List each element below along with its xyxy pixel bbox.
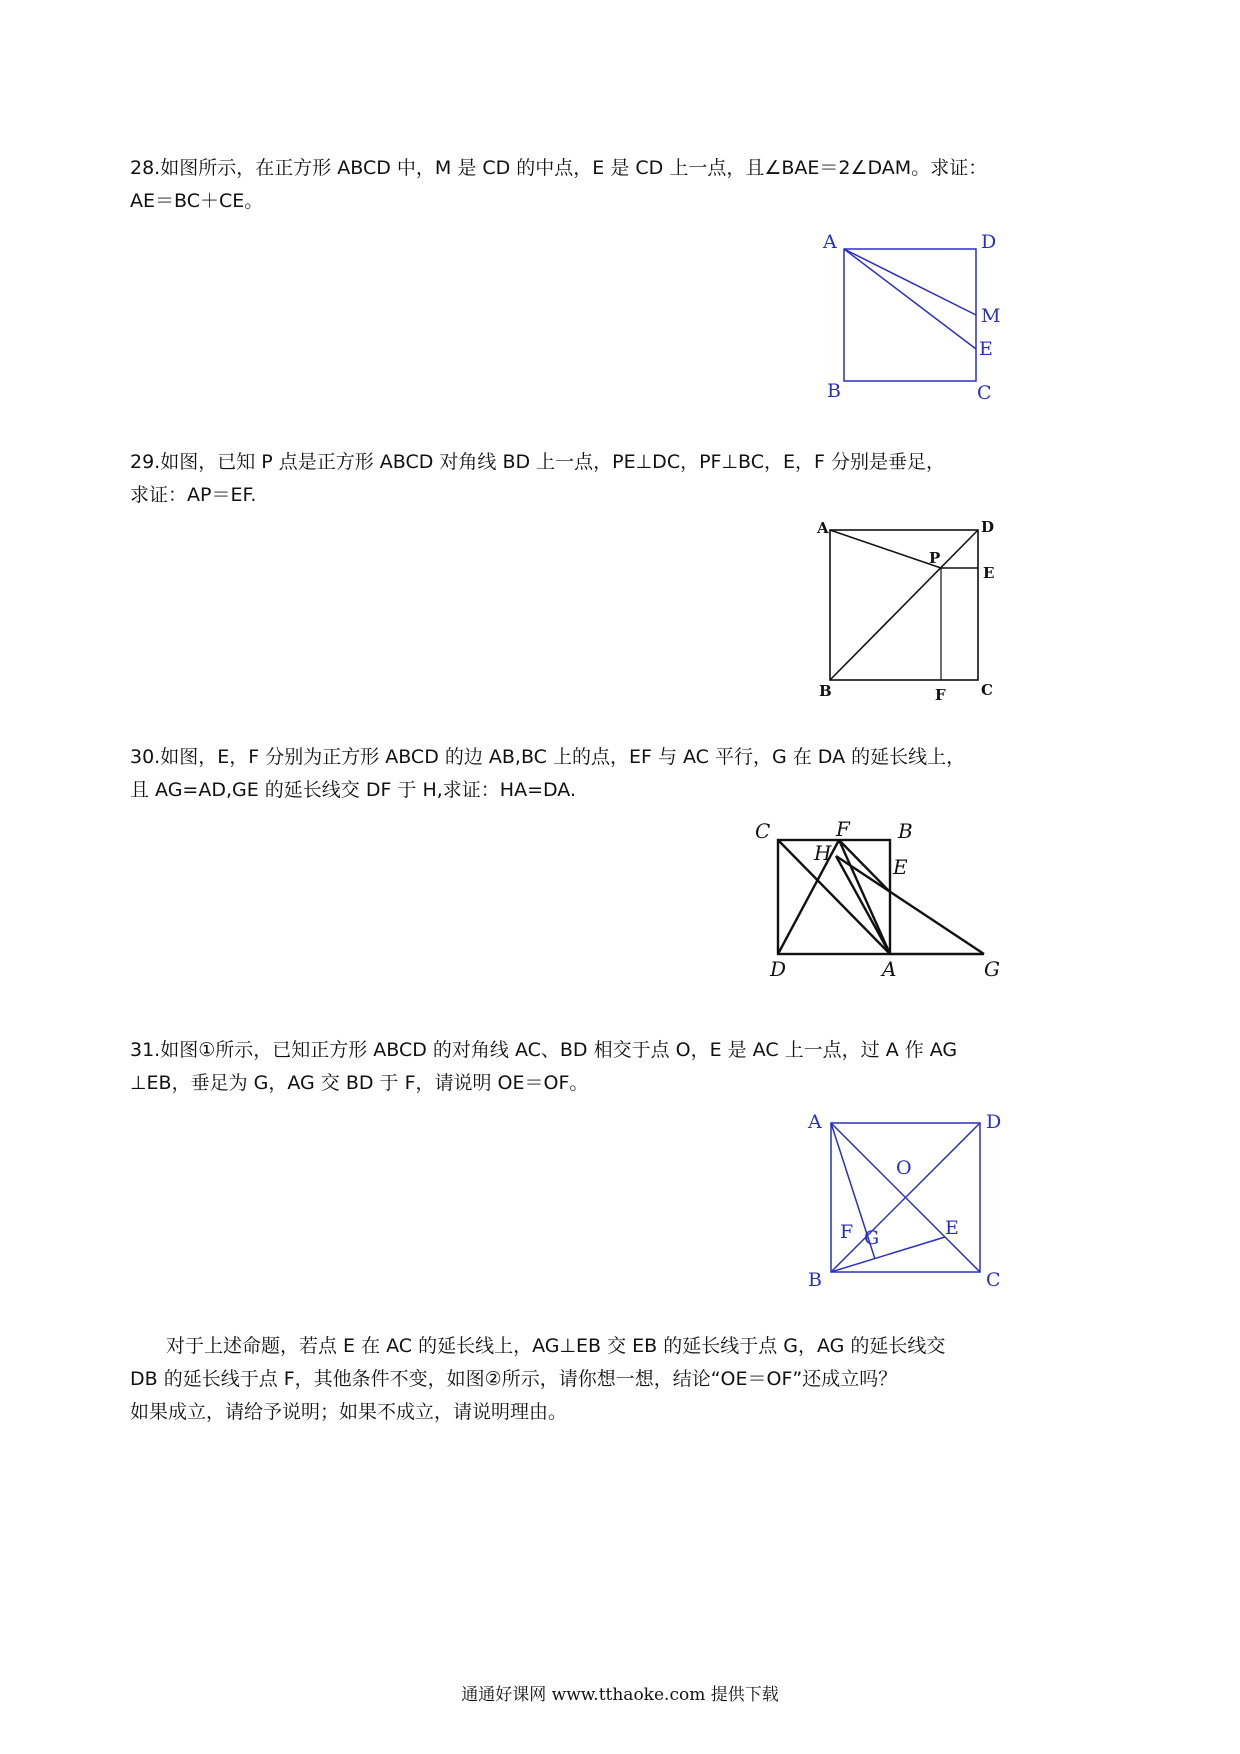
problem-28-line-2: AE＝BC＋CE。 bbox=[130, 190, 264, 212]
problem-30-line-2: 且 AG=AD,GE 的延长线交 DF 于 H,求证：HA=DA. bbox=[130, 779, 576, 801]
label-e: E bbox=[983, 564, 995, 582]
label-c: C bbox=[977, 382, 992, 404]
figure-30 bbox=[750, 812, 1010, 982]
label-a: A bbox=[823, 231, 837, 253]
label-b: B bbox=[827, 380, 841, 402]
problem-31-line-1: 31.如图①所示，已知正方形 ABCD 的对角线 AC、BD 相交于点 O，E 是 AC 上一点，过 A 作 AG bbox=[130, 1039, 958, 1061]
label-c: C bbox=[986, 1269, 1001, 1291]
label-c: C bbox=[755, 819, 771, 843]
label-a: A bbox=[882, 957, 897, 981]
label-b: B bbox=[819, 682, 832, 700]
label-m: M bbox=[981, 305, 1001, 327]
label-b: B bbox=[808, 1269, 822, 1291]
problem-29-line-2: 求证：AP＝EF. bbox=[130, 484, 257, 506]
label-o: O bbox=[896, 1157, 912, 1179]
label-e: E bbox=[945, 1217, 959, 1239]
label-a: A bbox=[808, 1111, 822, 1133]
segment-am bbox=[844, 249, 976, 315]
followup-text bbox=[130, 1330, 1010, 1429]
segment-ap bbox=[830, 530, 941, 568]
label-h: H bbox=[814, 841, 832, 865]
label-a: A bbox=[817, 519, 829, 537]
problem-28-line-1: 28.如图所示，在正方形 ABCD 中，M 是 CD 的中点，E 是 CD 上一点，且∠BAE＝2∠DAM。求证： bbox=[130, 157, 988, 179]
label-d: D bbox=[981, 518, 995, 536]
problem-31-text bbox=[130, 1034, 1010, 1100]
figure-29 bbox=[805, 518, 1005, 703]
problem-29-text bbox=[130, 446, 1010, 512]
followup-line-1: 对于上述命题，若点 E 在 AC 的延长线上，AG⊥EB 交 EB 的延长线于点 G，AG 的延长线交 bbox=[166, 1335, 946, 1357]
problem-31-line-2: ⊥EB，垂足为 G，AG 交 BD 于 F，请说明 OE＝OF。 bbox=[130, 1072, 589, 1094]
label-d: D bbox=[981, 231, 997, 253]
segment-ha bbox=[836, 856, 890, 954]
problem-30-text bbox=[130, 741, 1010, 807]
label-e: E bbox=[893, 855, 908, 879]
label-g: G bbox=[984, 957, 1000, 981]
label-g: G bbox=[864, 1227, 880, 1249]
segment-gh bbox=[836, 856, 984, 954]
label-d: D bbox=[770, 957, 787, 981]
figure-31 bbox=[800, 1110, 1010, 1290]
problem-29-line-1: 29.如图，已知 P 点是正方形 ABCD 对角线 BD 上一点，PE⊥DC，PF⊥BC，E，F 分别是垂足， bbox=[130, 451, 945, 473]
figure-28 bbox=[815, 225, 1005, 404]
followup-line-3: 如果成立，请给予说明；如果不成立，请说明理由。 bbox=[130, 1401, 568, 1423]
square-abcd bbox=[844, 249, 976, 381]
followup-line-2: DB 的延长线于点 F，其他条件不变，如图②所示，请你想一想，结论“OE＝OF”还成立吗？ bbox=[130, 1368, 898, 1390]
label-d: D bbox=[986, 1111, 1002, 1133]
problem-28-text bbox=[130, 152, 1010, 218]
segment-fe bbox=[839, 840, 890, 892]
label-c: C bbox=[981, 681, 993, 699]
page-footer: 通通好课网 www.tthaoke.com 提供下载 bbox=[461, 1685, 779, 1705]
label-f: F bbox=[836, 817, 850, 841]
segment-fa bbox=[839, 840, 890, 954]
label-f: F bbox=[840, 1221, 854, 1243]
label-b: B bbox=[898, 819, 913, 843]
diagonal-bd bbox=[830, 530, 978, 680]
label-p: P bbox=[929, 549, 941, 567]
label-f: F bbox=[935, 686, 946, 704]
problem-30-line-1: 30.如图，E，F 分别为正方形 ABCD 的边 AB,BC 上的点，EF 与 AC 平行，G 在 DA 的延长线上， bbox=[130, 746, 966, 768]
label-e: E bbox=[979, 338, 993, 360]
diagonal-ca bbox=[778, 840, 890, 954]
segment-ae bbox=[844, 249, 976, 349]
